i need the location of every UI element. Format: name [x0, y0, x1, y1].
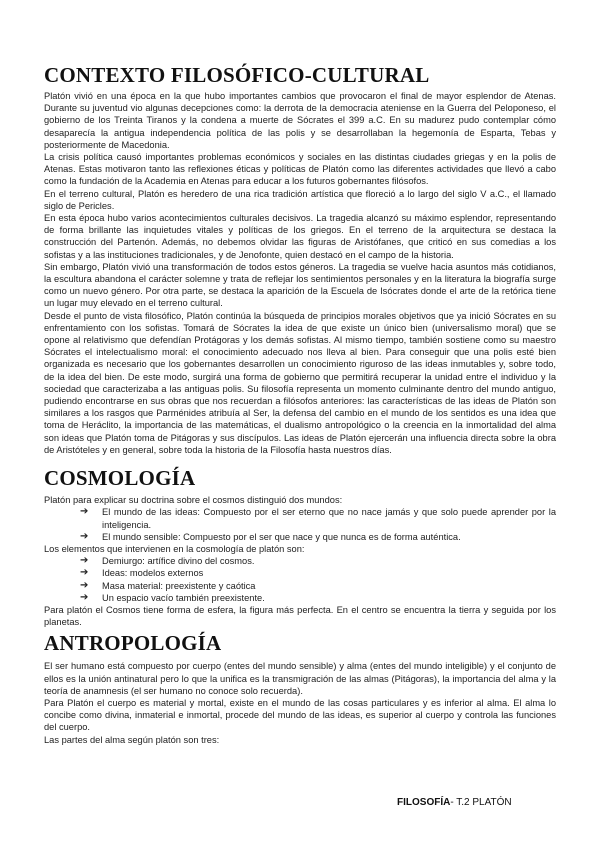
document-page	[44, 62, 556, 746]
list-item	[80, 531, 556, 543]
arrow-icon: ➔	[80, 567, 89, 579]
arrow-icon: ➔	[80, 506, 89, 518]
paragraph: Sin embargo, Platón vivió una transformación de todos estos géneros. La tragedia se vuelve hacia asuntos más cotidianos, la escultura abandona el carácter solemne y trata de reflejar los sentimientos personales y en la literatura la biografía surge como un nuevo género. Por otra parte, se destaca la aparición de la Escuela de Isócrates donde el arte de la retórica tiene un lugar muy elevado en el terreno cultural.	[44, 261, 556, 309]
list-item-text: Un espacio vacío también preexistente.	[102, 592, 265, 603]
worlds-list	[44, 506, 556, 543]
heading-contexto: CONTEXTO FILOSÓFICO-CULTURAL	[44, 63, 430, 87]
list-item	[80, 567, 556, 579]
arrow-icon: ➔	[80, 555, 89, 567]
paragraph: Las partes del alma según platón son tres:	[44, 734, 220, 745]
list-item-text: El mundo sensible: Compuesto por el ser que nace y que nunca es de forma auténtica.	[102, 531, 461, 542]
list-item-text: Ideas: modelos externos	[102, 568, 204, 579]
list-item	[80, 506, 556, 530]
paragraph: El ser humano está compuesto por cuerpo (entes del mundo sensible) y alma (entes del mundo inteligible) y el conjunto de ellos es la unión antinatural pero lo que la unifica es la transmigración de las almas (Pitágoras), la importancia del alma y la teoría de anamnesis (el ser humano no conoce solo recuerda).	[44, 661, 556, 696]
paragraph: Platón vivió en una época en la que hubo importantes cambios que provocaron el final de mayor esplendor de Atenas. Durante su juventud vio algunas decepciones como: la derrota de la democracia ateniense en la Guerra del Peloponeso, el gobierno de los Treinta Tiranos y la condena a muerte de Sócrates el 399 a.C. En su madurez pudo contemplar cómo desaparecía la antigua independencia política de las polis y se desarrollaban la hegemonía de Esparta, Tebas y posteriormente de Macedonia.	[44, 91, 556, 150]
paragraph: Los elementos que intervienen en la cosmología de platón son:	[44, 543, 305, 554]
paragraph: La crisis política causó importantes problemas económicos y sociales en las distintas ciudades griegas y en la polis de Atenas. Estas motivaron tanto las reflexiones éticas y políticas de Platón como las diferentes actividades que llevó a cabo como la fundación de la Academia en Atenas para educar a los futuros gobernantes filósofos.	[44, 152, 556, 187]
paragraph: Para platón el Cosmos tiene forma de esfera, la figura más perfecta. En el centro se encuentra la tierra y seguida por los planetas.	[44, 604, 556, 628]
arrow-icon: ➔	[80, 591, 89, 603]
paragraph: Platón para explicar su doctrina sobre el cosmos distinguió dos mundos:	[44, 495, 343, 506]
list-item	[80, 580, 556, 592]
heading-cosmologia: COSMOLOGÍA	[44, 466, 196, 491]
paragraph: En esta época hubo varios acontecimientos culturales decisivos. La tragedia alcanzó su máximo esplendor, representando de forma brillante las inquietudes vitales y políticas de los griegos. En el terreno de la arquitectura se destaca la construcción del Partenón. Además, no debemos olvidar las figuras de Aristófanes, que criticó en sus comedias a los sofistas y a las instituciones tradicionales, y de Jenofonte, quien destacó en el campo de la historia.	[44, 213, 556, 260]
elements-list	[44, 555, 556, 604]
page-footer	[397, 797, 512, 808]
list-item-text: Demiurgo: artífice divino del cosmos.	[102, 556, 255, 567]
paragraph: Desde el punto de vista filosófico, Platón continúa la búsqueda de principios morales objetivos que ya inició Sócrates en su enfrentamiento con los sofistas. Tomará de Sócrates la idea de que existe un único bien (universalismo moral) que se opone al relativismo que defendían Protágoras y los demás sofistas. Al mismo tiempo, también sostiene como su maestro Sócrates el intelectualismo moral: el conocimiento adecuado nos lleva al bien. Para conseguir que una polis esté bien organizada es necesario que los gobernantes desarrollen un conocimiento riguroso de las ideas inmutables y, sobre todo, de la idea del bien. De este modo, surgirá una forma de gobierno que permitirá recuperar la unidad entre el individuo y la sociedad que caracterizaba a las antiguas polis. Su filosofía representa un momento culminante dentro del mundo antiguo, pudiendo encontrarse en sus obras que nos recuerdan a filósofos anteriores: las características de las ideas de Platón son similares a los rasgos que Parménides atribuía al Ser, la defensa del cambio en el mundo de los sentidos es una idea que toma de Heráclito, la importancia de las matemáticas, el dualismo antropológico o la creencia en la inmortalidad del alma son ideas que Platón toma de Pitágoras y sus discípulos. Las ideas de Platón ejercerán una influencia directa sobre la obra de Aristóteles y en general, sobre toda la historia de la Filosofía hasta nuestros días.	[44, 310, 556, 455]
arrow-icon: ➔	[80, 530, 89, 542]
list-item-text: Masa material: preexistente y caótica	[102, 580, 256, 591]
list-item	[80, 592, 556, 604]
paragraph: En el terreno cultural, Platón es heredero de una rica tradición artística que floreció a lo largo del siglo V a.C., el llamado siglo de Pericles.	[44, 188, 556, 211]
list-item	[80, 555, 556, 567]
arrow-icon: ➔	[80, 579, 89, 591]
list-item-text: El mundo de las ideas: Compuesto por el ser eterno que no nace jamás y que solo puede aprender por la inteligencia.	[102, 507, 556, 530]
paragraph: Para Platón el cuerpo es material y mortal, existe en el mundo de las cosas particulares y es inferior al alma. El alma lo concibe como divina, inmaterial e inmortal, procede del mundo de las ideas, es superior al cuerpo y controla las funciones del cuerpo.	[44, 697, 556, 733]
footer-topic: - T.2 PLATÓN	[450, 797, 512, 808]
heading-antropologia: ANTROPOLOGÍA	[44, 631, 222, 656]
footer-subject: FILOSOFÍA	[397, 797, 451, 808]
